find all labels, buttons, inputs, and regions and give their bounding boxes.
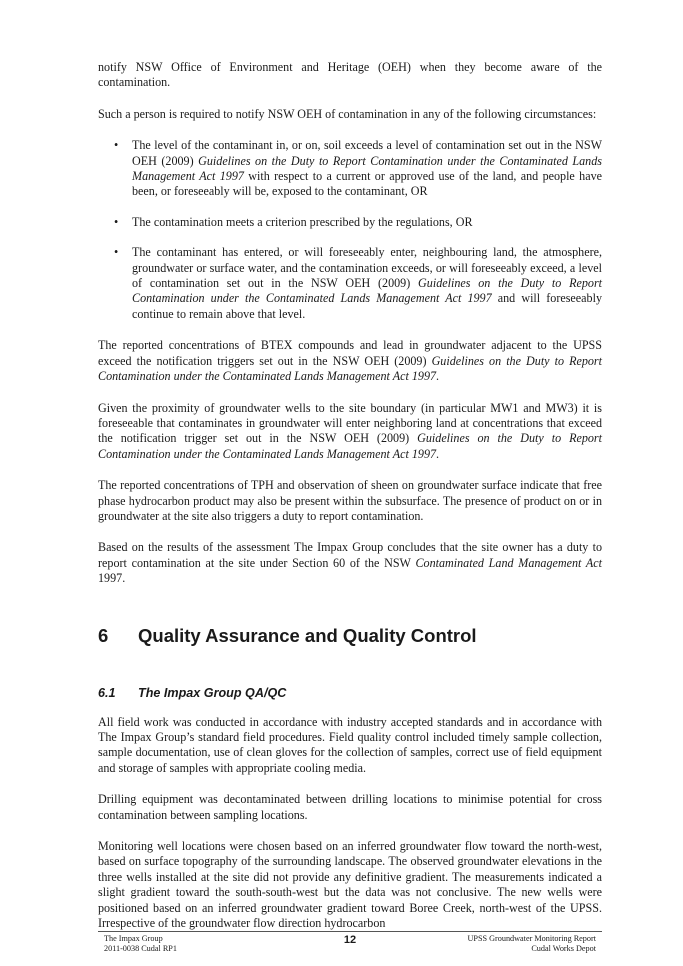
page-number: 12 [343, 934, 357, 946]
list-item-text: The contaminant has entered, or will foreseeably enter, neighbouring land, the atmosphere, groundwater or surface water, and the contamination exceeds, or will foreseeably exceed, a level of contamination set out in the NSW OEH (2009) [132, 245, 602, 291]
subsection-title: The Impax Group QA/QC [138, 685, 287, 700]
footer-report-title: UPSS Groundwater Monitoring Report [467, 934, 596, 943]
list-item-citation: Guidelines on the Duty to Report Contamination under the Contaminated Lands Management Act 1997 [132, 153, 602, 184]
footer-site: Cudal Works Depot [531, 943, 596, 953]
citation: Contaminated Land Management Act [415, 555, 602, 570]
bullet-glyph: • [114, 138, 119, 153]
paragraph-monitoring-wells: Monitoring well locations were chosen based on an inferred groundwater flow toward the north-west, based on surface topography of the surrounding landscape. The observed groundwater elevations in the three wells installed at the site did not provide any definitive gradient. The measurements indicated a slight gradient toward the south-south-west but the data was not conclusive. The new wells were positioned based on an inferred groundwater gradient toward Boree Creek, north-west of the UPSS. Irrespective of the groundwater flow direction hydrocarbon [98, 839, 602, 931]
paragraph-drilling: Drilling equipment was decontaminated between drilling locations to minimise potential for cross contamination between sampling locations. [98, 792, 602, 822]
section-heading [98, 625, 602, 647]
citation: Guidelines on the Duty to Report Contamination under the Contaminated Lands Management Act 1997 [98, 353, 602, 384]
paragraph-circumstances: Such a person is required to notify NSW OEH of contamination in any of the following circumstances: [98, 106, 597, 121]
footer-report-code: 2011-0038 Cudal RP1 [104, 943, 177, 953]
list-item [98, 138, 602, 200]
list-item-text: with respect to a current or approved use of the land, and people have been, or foreseeably will be, exposed to the contaminant, OR [132, 169, 602, 199]
section-number: 6 [98, 624, 109, 646]
list-item [98, 245, 602, 322]
footer-company: The Impax Group [104, 934, 163, 943]
paragraph-btex [98, 338, 602, 384]
paragraph-text: . [436, 446, 440, 461]
subsection-number: 6.1 [98, 685, 116, 700]
paragraph-field-work: All field work was conducted in accordance with industry accepted standards and in accordance with The Impax Group’s standard field procedures. Field quality control included timely sample collection, sample documentation, use of clean gloves for the collection of samples, correct use of field equipment and storage of samples with appropriate cooling media. [98, 714, 602, 775]
list-item-text: and will foreseeably continue to remain above that level. [132, 291, 602, 321]
document-page [98, 60, 602, 947]
paragraph-tph: The reported concentrations of TPH and observation of sheen on groundwater surface indicate that free phase hydrocarbon product may also be present within the subsurface. The presence of product on or in groundwater at the site also triggers a duty to report contamination. [98, 478, 602, 523]
paragraph-text: Based on the results of the assessment The Impax Group concludes that the site owner has a duty to report contamination at the site under Section 60 of the NSW [98, 540, 602, 570]
list-item-text: The level of the contaminant in, or on, soil exceeds a level of contamination set out in the NSW OEH (2009) [132, 138, 602, 168]
subsection-heading [98, 685, 602, 701]
paragraph-text: Given the proximity of groundwater wells to the site boundary (in particular MW1 and MW3) it is foreseeable that contaminates in groundwater will enter neighboring land at concentrations that exceed the notification trigger set out in the NSW OEH (2009) [98, 400, 602, 446]
circumstances-list [98, 138, 602, 322]
footer-right [468, 934, 597, 953]
bullet-glyph: • [114, 245, 119, 260]
list-item-citation: Guidelines on the Duty to Report Contamination under the Contaminated Lands Management Act 1997 [132, 276, 603, 306]
paragraph-notify: notify NSW Office of Environment and Heritage (OEH) when they become aware of the contamination. [98, 60, 602, 90]
paragraph-proximity [98, 401, 602, 463]
bullet-glyph: • [114, 214, 119, 229]
paragraph-conclusion [98, 540, 602, 586]
paragraph-text: The reported concentrations of BTEX compounds and lead in groundwater adjacent to the UPSS exceed the notification triggers set out in the NSW OEH (2009) [98, 338, 602, 368]
list-item [98, 215, 602, 230]
page-footer [98, 931, 602, 953]
citation: Guidelines on the Duty to Report Contamination under the Contaminated Lands Management Act 1997 [98, 431, 602, 461]
section-title: Quality Assurance and Quality Control [138, 624, 477, 646]
list-item-text: The contamination meets a criterion prescribed by the regulations, OR [132, 214, 473, 229]
paragraph-text: 1997. [98, 571, 126, 586]
paragraph-text: . [436, 369, 440, 384]
